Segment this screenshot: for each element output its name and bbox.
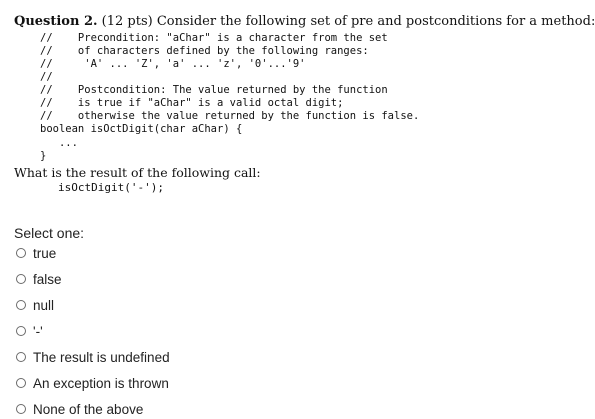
option-null[interactable] bbox=[16, 296, 54, 314]
radio-button[interactable] bbox=[16, 274, 26, 284]
option-label: None of the above bbox=[33, 401, 144, 417]
radio-button[interactable] bbox=[16, 404, 26, 414]
code-line: ... bbox=[40, 137, 78, 149]
code-line: // is true if "aChar" is a valid octal digit; bbox=[40, 97, 344, 109]
code-line: // Postcondition: The value returned by the function bbox=[40, 84, 388, 96]
option-label: '-' bbox=[33, 323, 43, 339]
code-line: } bbox=[40, 150, 47, 162]
question-number: Question 2. bbox=[14, 14, 98, 29]
option-exception[interactable] bbox=[16, 374, 169, 392]
radio-button[interactable] bbox=[16, 248, 26, 258]
option-undefined[interactable] bbox=[16, 348, 170, 366]
option-true[interactable] bbox=[16, 244, 56, 262]
code-line: // bbox=[40, 71, 53, 83]
select-one-label: Select one: bbox=[14, 225, 85, 241]
radio-button[interactable] bbox=[16, 326, 26, 336]
code-line: // 'A' ... 'Z', 'a' ... 'z', '0'...'9' bbox=[40, 58, 306, 70]
function-call: isOctDigit('-'); bbox=[58, 181, 164, 194]
code-line: // of characters defined by the following ranges: bbox=[40, 45, 369, 57]
code-line: // Precondition: "aChar" is a character from the set bbox=[40, 32, 388, 44]
question-prompt: What is the result of the following call: bbox=[14, 165, 261, 180]
option-label: An exception is thrown bbox=[33, 375, 169, 391]
radio-button[interactable] bbox=[16, 352, 26, 362]
option-false[interactable] bbox=[16, 270, 62, 288]
radio-button[interactable] bbox=[16, 378, 26, 388]
option-none[interactable] bbox=[16, 400, 143, 418]
option-label: The result is undefined bbox=[33, 349, 170, 365]
option-label: null bbox=[33, 297, 55, 313]
question-header bbox=[14, 14, 595, 29]
question-text: (12 pts) Consider the following set of pre and postconditions for a method: bbox=[101, 14, 595, 29]
option-label: true bbox=[33, 245, 57, 261]
radio-button[interactable] bbox=[16, 300, 26, 310]
code-line: boolean isOctDigit(char aChar) { bbox=[40, 123, 243, 135]
option-label: false bbox=[33, 271, 62, 287]
option-dash-char[interactable] bbox=[16, 322, 43, 340]
code-line: // otherwise the value returned by the function is false. bbox=[40, 110, 420, 122]
